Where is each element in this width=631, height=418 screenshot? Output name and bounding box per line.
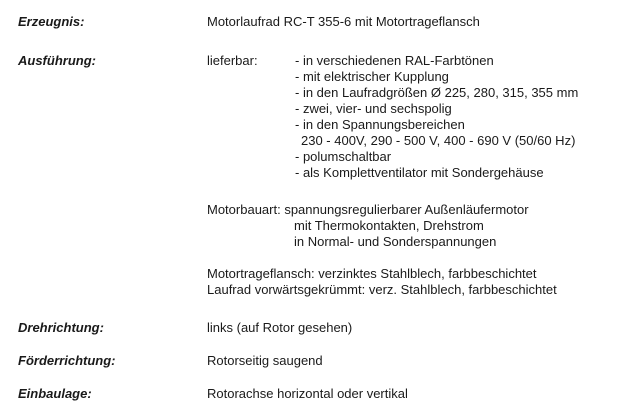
drehrichtung-value: links (auf Rotor gesehen)	[207, 320, 353, 335]
spacer	[207, 181, 578, 202]
material-line: Motortrageflansch: verzinktes Stahlblech, farbbeschichtet	[207, 266, 537, 281]
lieferbar-item-list	[295, 53, 578, 181]
motorbauart-line: mit Thermokontakten, Drehstrom	[294, 218, 484, 233]
list-item: - als Komplettventilator mit Sondergehäuse	[295, 165, 544, 180]
list-item: - zwei, vier- und sechspolig	[295, 101, 452, 116]
einbaulage-value: Rotorachse horizontal oder vertikal	[207, 386, 408, 401]
drehrichtung-label: Drehrichtung:	[18, 320, 104, 335]
spacer	[207, 250, 578, 266]
ausfuehrung-content	[207, 53, 578, 298]
erzeugnis-value: Motorlaufrad RC-T 355-6 mit Motortrageflansch	[207, 14, 480, 29]
list-item: - in verschiedenen RAL-Farbtönen	[295, 53, 494, 68]
material-line: Laufrad vorwärtsgekrümmt: verz. Stahlblech, farbbeschichtet	[207, 282, 557, 297]
list-item: - in den Spannungsbereichen	[295, 117, 465, 132]
list-item: - in den Laufradgrößen Ø 225, 280, 315, 355 mm	[295, 85, 579, 100]
list-item: - mit elektrischer Kupplung	[295, 69, 449, 84]
foerderrichtung-label: Förderrichtung:	[18, 353, 116, 368]
lieferbar-block	[207, 53, 578, 181]
list-item: - polumschaltbar	[295, 149, 392, 164]
foerderrichtung-value: Rotorseitig saugend	[207, 353, 323, 368]
ausfuehrung-label: Ausführung:	[18, 53, 96, 68]
motorbauart-line: in Normal- und Sonderspannungen	[294, 234, 497, 249]
einbaulage-label: Einbaulage:	[18, 386, 92, 401]
lieferbar-label: lieferbar:	[207, 53, 258, 68]
list-item-continuation: 230 - 400V, 290 - 500 V, 400 - 690 V (50/60 Hz)	[301, 133, 576, 148]
erzeugnis-label: Erzeugnis:	[18, 14, 85, 29]
motorbauart-block	[207, 202, 578, 250]
motorbauart-line: Motorbauart: spannungsregulierbarer Außenläufermotor	[207, 202, 529, 217]
material-block	[207, 266, 578, 298]
